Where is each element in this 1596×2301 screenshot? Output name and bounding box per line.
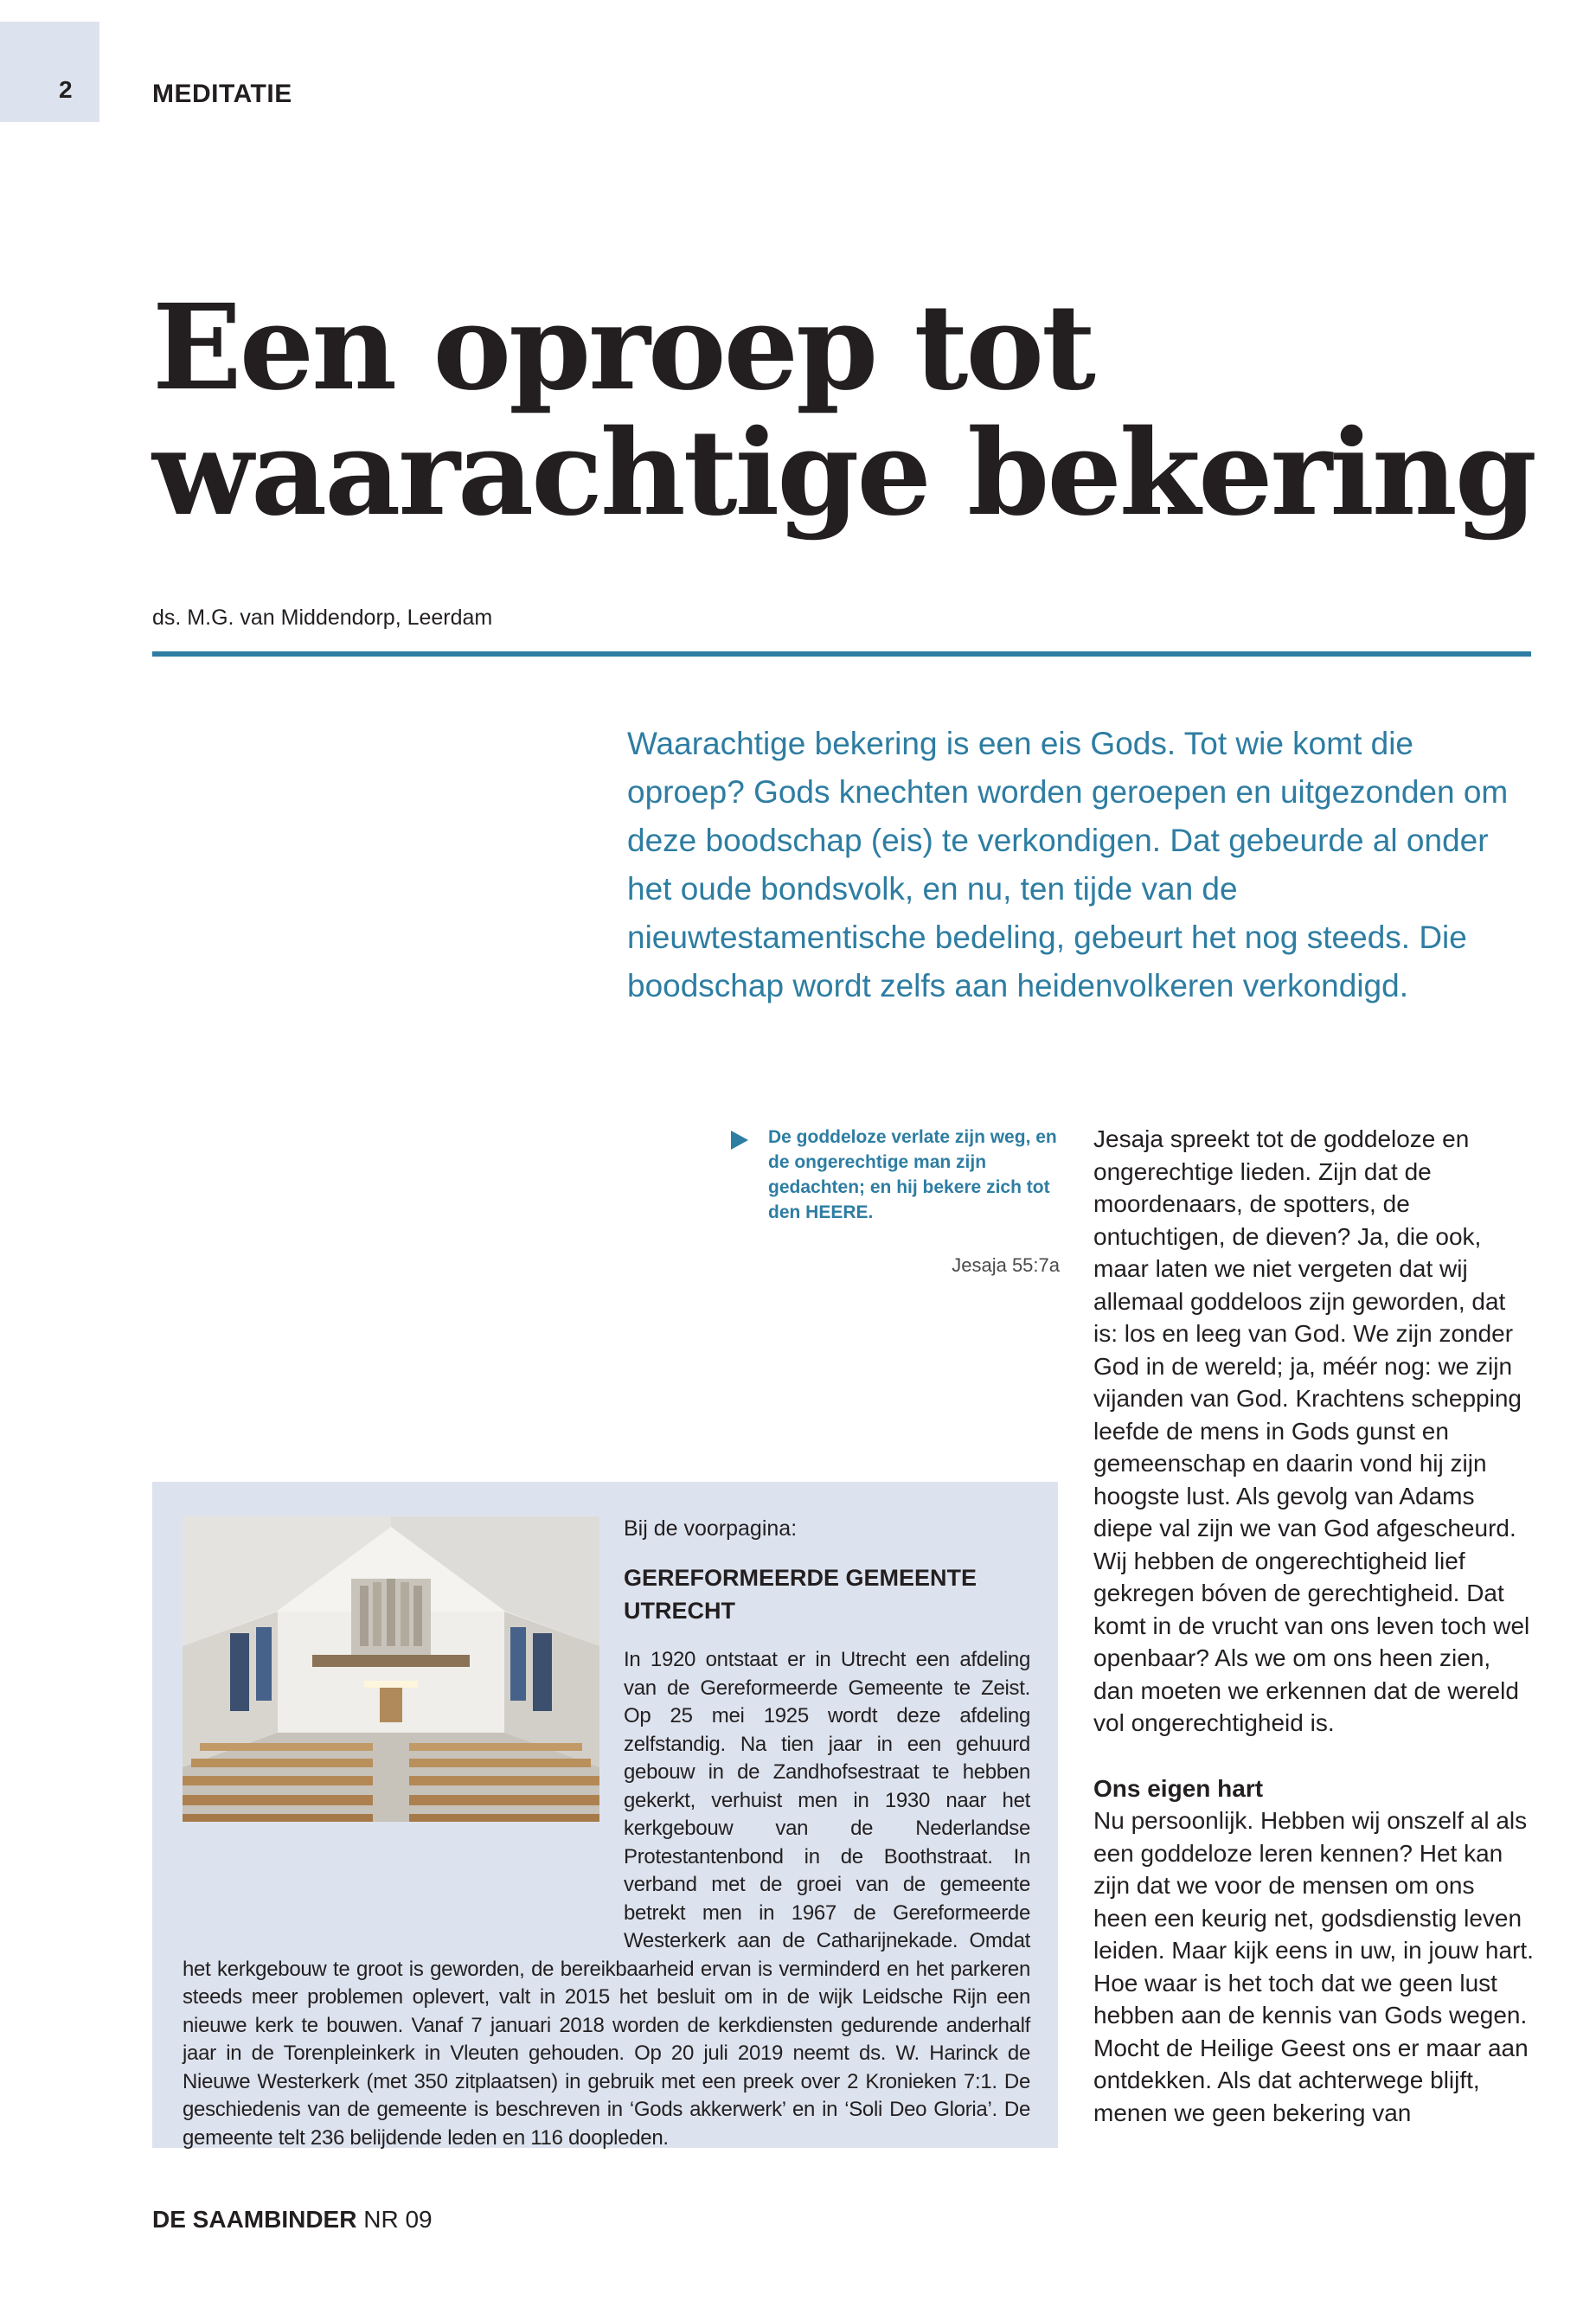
title-divider (152, 651, 1531, 657)
cover-info-box (152, 1482, 1058, 2148)
page-number-box (0, 22, 99, 122)
article-body-column (1093, 1123, 1535, 2129)
page-footer (152, 2206, 433, 2234)
page-number: 2 (59, 76, 73, 103)
photo-wrap-spacer (183, 1646, 624, 1940)
body-paragraph-1: Jesaja spreekt tot de goddeloze en ongerechtige lieden. Zijn dat de moordenaars, de spotters, de ontuchtigen, de dieven? Ja, die ook, maar laten we niet vergeten dat wij allemaal goddeloos zijn geworden, dat is: los en leeg van God. We zijn zonder God in de wereld; ja, méér nog: we zijn vijanden van God. Krachtens schepping leefde de mens in Gods gunst en gemeenschap en daarin vond hij zijn hoogste lust. Als gevolg van Adams diepe val zijn we van God afgescheurd. Wij hebben de ongerechtigheid lief gekregen bóven de gerechtigheid. Dat komt in de vrucht van ons leven toch wel openbaar? Als we om ons heen zien, dan moeten we erkennen dat de wereld vol ongerechtigheid is. (1093, 1125, 1530, 1736)
publication-name: DE SAAMBINDER (152, 2206, 357, 2233)
cover-caption-label: Bij de voorpagina: (624, 1516, 798, 1541)
body-paragraph-2: Nu persoonlijk. Hebben wij onszelf al als een goddeloze leren kennen? Het kan zijn dat we voor de mensen om ons heen een keurig net, godsdienstig leven leiden. Maar kijk eens in uw, in jouw hart. Hoe waar is het toch dat we geen lust hebben aan de kennis van Gods wegen. Mocht de Heilige Geest ons er maar aan ontdekken. Als dat achterwege blijft, menen we geen bekering van (1093, 1807, 1534, 2126)
cover-text: In 1920 ontstaat er in Utrecht een afdeling van de Gereformeerde Gemeente te Zeist. Op 25 mei 1925 wordt deze afdeling zelfstandig. Na tien jaar in een gehuurd gebouw in de Zandhofsestraat te hebben gekerkt, verhuist men in 1930 naar het kerkgebouw van de Nederlandse Protestantenbond in de Boothstraat. In verband met de groei van de gemeente betrekt men in 1967 de Gereformeerde Westerkerk aan de Catharijnekade. Omdat het kerkgebouw te groot is geworden, de bereikbaarheid ervan is verminderd en het parkeren steeds meer problemen oplevert, valt in 2015 het besluit om in de wijk Leidsche Rijn een nieuwe kerk te bouwen. Vanaf 7 januari 2018 worden de kerkdiensten gedurende anderhalf jaar in de Torenpleinkerk in Vleuten gehouden. Op 20 juli 2019 neemt ds. W. Harinck de Nieuwe Westerkerk (met 350 zitplaatsen) in gebruik met een preek over 2 Kronieken 7:1. De geschiedenis van de gemeente is beschreven in ‘Gods akkerwerk’ en in ‘Soli Deo Gloria’. De gemeente telt 236 belijdende leden en 116 doopleden. (183, 1648, 1030, 2150)
body-subheading: Ons eigen hart (1093, 1774, 1264, 1802)
article-author: ds. M.G. van Middendorp, Leerdam (152, 606, 493, 630)
section-label: MEDITATIE (152, 80, 292, 108)
article-title: Een oproep tot waarachtige bekering (152, 279, 1535, 542)
article-intro: Waarachtige bekering is een eis Gods. Tot wie komt die oproep? Gods knechten worden geroepen en uitgezonden om deze boodschap (eis) te verkondigen. Dat gebeurde al onder het oude bondsvolk, en nu, ten tijde van de nieuwtestamentische bedeling, gebeurt het nog steeds. Die boodschap wordt zelfs aan heidenvolkeren verkondigd. (627, 726, 1509, 1003)
quote-arrow-icon (731, 1131, 748, 1150)
bible-quote-reference: Jesaja 55:7a (952, 1254, 1060, 1276)
cover-heading: GEREFORMEERDE GEMEENTE UTRECHT (624, 1565, 977, 1624)
cover-text-wrapper (183, 1646, 1030, 2152)
issue-number: NR 09 (363, 2206, 433, 2233)
bible-quote: De goddeloze verlate zijn weg, en de ongerechtige man zijn gedachten; en hij bekere zich tot den HEERE. (768, 1127, 1057, 1222)
